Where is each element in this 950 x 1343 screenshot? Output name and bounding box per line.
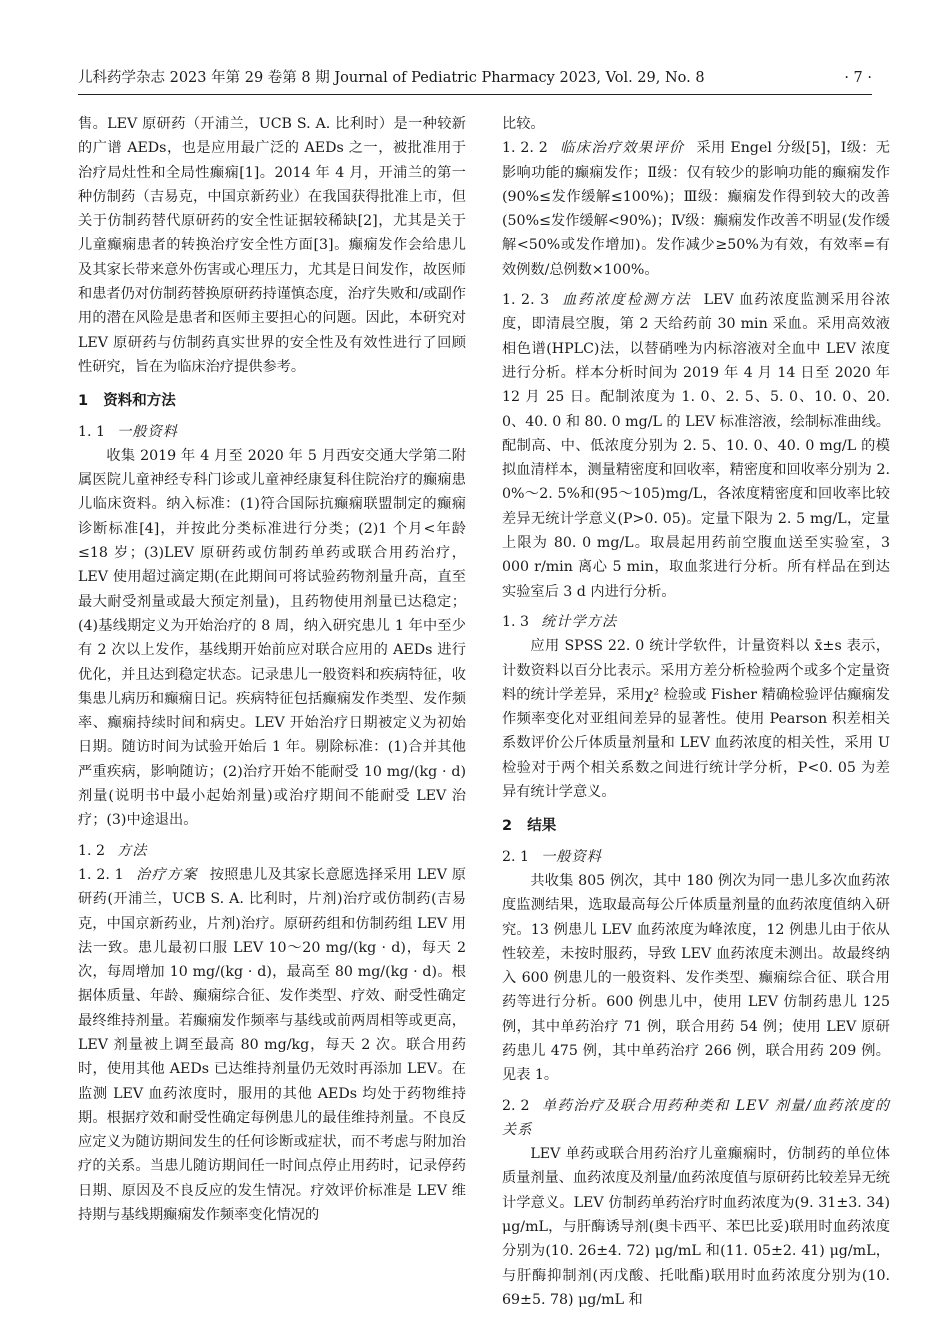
- subsection-number: 2. 2: [502, 1097, 530, 1114]
- subsection-1-1-heading: [78, 420, 466, 444]
- subsection-number: 1. 1: [78, 423, 106, 440]
- subsection-title: 血药浓度检测方法: [561, 292, 692, 309]
- section-title: 结果: [527, 818, 557, 835]
- subsection-title: 治疗方案: [135, 866, 198, 883]
- subsection-title: 一般资料: [117, 423, 178, 440]
- running-header: [78, 64, 872, 95]
- subsection-title: 统计学方法: [541, 613, 618, 630]
- intro-paragraph: 售。LEV 原研药（开浦兰，UCB S. A. 比利时）是一种较新的广谱 AEDs，也是应用最广泛的 AEDs 之一，被批准用于治疗局灶性和全局性癫痫[1]。2014 年 4 月，开浦兰的第一种仿制药（吉易克，中国京新药业）在我国获得批准上市，但关于仿制药替代原研药的安全性证据较稀缺[2]，尤其是关于儿童癫痫患者的转换治疗安全性方面[3]。癫痫发作会给患儿及其家长带来意外伤害或心理压力，尤其是日间发作，故医师和患者仍对仿制药替换原研药持谨慎态度，治疗失败和/或副作用的潜在风险是患者和医师主要担心的问题。因此，本研究对 LEV 原研药与仿制药真实世界的安全性及有效性进行了回顾性研究，旨在为临床治疗提供参考。: [78, 116, 466, 375]
- subsection-number: 1. 2: [78, 842, 106, 859]
- subsection-title: 单药治疗及联合用药种类和 LEV 剂量/血药浓度的关系: [502, 1097, 890, 1138]
- subsection-1-2-3-paragraph: [502, 288, 890, 604]
- subsection-number: 1. 3: [502, 613, 530, 630]
- section-number: 1: [78, 393, 89, 410]
- section-2-heading: [502, 814, 890, 838]
- section-1-heading: [78, 389, 466, 413]
- right-column: [502, 112, 890, 1312]
- subsection-number: 1. 2. 2: [502, 140, 548, 157]
- subsection-1-2-1-paragraph: [78, 863, 466, 1227]
- subsection-title: 临床治疗效果评价: [559, 140, 685, 157]
- page-number: · 7 ·: [844, 70, 872, 86]
- subsection-1-3-heading: [502, 610, 890, 634]
- journal-title: 儿科药学杂志 2023 年第 29 卷第 8 期 Journal of Pediatric Pharmacy 2023, Vol. 29, No. 8: [78, 70, 705, 86]
- left-column: [78, 112, 466, 1227]
- section-number: 2: [502, 818, 513, 835]
- subsection-body: LEV 血药浓度监测采用谷浓度，即清晨空腹，第 2 天给药前 30 min 采血。采用高效液相色谱(HPLC)法，以替硝唑为内标溶液对全血中 LEV 浓度进行分析。样本分析时间为 2019 年 4 月 14 日至 2020 年 12 月 25 日。配制浓度为 1. 0、2. 5、5. 0、10. 0、20. 0、40. 0 和 80. 0 mg/L 的 LEV 标准溶液，绘制标准曲线。配制高、中、低浓度分别为 2. 5、10. 0、40. 0 mg/L 的模拟血清样本，测量精密度和回收率，精密度和回收率分别为 2. 0%～2. 5%和(95～105)mg/L，各浓度精密度和回收率比较差异无统计学意义(P>0. 05)。定量下限为 2. 5 mg/L，定量上限为 80. 0 mg/L。取晨起用药前空腹血送至实验室，3 000 r/min 离心 5 min，取血浆进行分析。所有样品在到达实验室后 3 d 内进行分析。: [502, 292, 890, 600]
- subsection-2-1-body: 共收集 805 例次，其中 180 例次为同一患儿多次血药浓度监测结果，选取最高每公斤体质量剂量的血药浓度值纳入研究。13 例患儿 LEV 血药浓度为峰浓度，12 例患儿由于依从性较差，未按时服药，导致 LEV 血药浓度未测出。故最终纳入 600 例患儿的一般资料、发作类型、癫痫综合征、联合用药等进行分析。600 例患儿中，使用 LEV 仿制药患儿 125 例，其中单药治疗 71 例，联合用药 54 例；使用 LEV 原研药患儿 475 例，其中单药治疗 266 例，联合用药 209 例。见表 1。: [502, 872, 890, 1084]
- subsection-number: 1. 2. 1: [78, 866, 124, 883]
- subsection-title: 一般资料: [541, 848, 602, 865]
- subsection-2-1-heading: [502, 845, 890, 869]
- subsection-title: 方法: [117, 842, 148, 859]
- subsection-body: 采用 Engel 分级[5]，Ⅰ级：无影响功能的癫痫发作；Ⅱ级：仅有较少的影响功能的癫痫发作(90%≤发作缓解≤100%)；Ⅲ级：癫痫发作得到较大的改善(50%≤发作缓解<90%)；Ⅳ级：癫痫发作改善不明显(发作缓解<50%或发作增加)。发作减少≥50%为有效，有效率=有效例数/总例数×100%。: [502, 140, 890, 278]
- subsection-number: 1. 2. 3: [502, 292, 550, 309]
- continuation-text: 比较。: [502, 116, 545, 132]
- subsection-body: 按照患儿及其家长意愿选择采用 LEV 原研药(开浦兰，UCB S. A. 比利时，片剂)治疗或仿制药(吉易克，中国京新药业，片剂)治疗。原研药组和仿制药组 LEV 用法一致。患儿最初口服 LEV 10～20 mg/(kg · d)，每天 2 次，每周增加 10 mg/(kg · d)，最高至 80 mg/(kg · d)。根据体质量、年龄、癫痫综合征、发作类型、疗效、耐受性确定最终维持剂量。若癫痫发作频率与基线或前两周相等或更高，LEV 剂量被上调至最高 80 mg/kg，每天 2 次。联合用药时，使用其他 AEDs 已达维持剂量仍无效时再添加 LEV。在监测 LEV 血药浓度时，服用的其他 AEDs 均处于药物维持期。根据疗效和耐受性确定每例患儿的最佳维持剂量。不良反应定义为随访期间发生的任何诊断或症状，而不考虑与附加治疗的关系。当患儿随访期间任一时间点停止用药时，记录停药日期、原因及不良反应的发生情况。疗效评价标准是 LEV 维持期与基线期癫痫发作频率变化情况的: [78, 866, 466, 1224]
- subsection-1-3-body: 应用 SPSS 22. 0 统计学软件，计量资料以 x̄±s 表示，计数资料以百分比表示。采用方差分析检验两个或多个定量资料的统计学差异，采用χ² 检验或 Fisher 精确检验评估癫痫发作频率变化对亚组间差异的显著性。使用 Pearson 积差相关系数评价公斤体质量剂量和 LEV 血药浓度的相关性，采用 U 检验对于两个相关系数之间进行统计学分析，P<0. 05 为差异有统计学意义。: [502, 638, 890, 801]
- subsection-2-2-body: LEV 单药或联合用药治疗儿童癫痫时，仿制药的单位体质量剂量、血药浓度及剂量/血药浓度值与原研药比较差异无统计学意义。LEV 仿制药单药治疗时血药浓度为(9. 31±3. 34) μg/mL，与肝酶诱导剂(奥卡西平、苯巴比妥)联用时血药浓度分别为(10. 26±4. 72) μg/mL 和(11. 05±2. 41) μg/mL，与肝酶抑制剂(丙戊酸、托吡酯)联用时血药浓度分别为(10. 69±5. 78) μg/mL 和: [502, 1146, 890, 1308]
- subsection-1-2-heading: [78, 839, 466, 863]
- subsection-1-1-body: 收集 2019 年 4 月至 2020 年 5 月西安交通大学第二附属医院儿童神经专科门诊或儿童神经康复科住院治疗的癫痫患儿临床资料。纳入标准：(1)符合国际抗癫痫联盟制定的癫痫诊断标准[4]，并按此分类标准进行分类；(2)1 个月<年龄≤18 岁；(3)LEV 原研药或仿制药单药或联合用药治疗，LEV 使用超过滴定期(在此期间可将试验药物剂量升高，直至最大耐受剂量或最大预定剂量)，且药物使用剂量已达稳定；(4)基线期定义为开始治疗的 8 周，纳入研究患儿 1 年中至少有 2 次以上发作，基线期开始前应对联合应用的 AEDs 进行优化，并且达到稳定状态。记录患儿一般资料和疾病特征，收集患儿病历和癫痫日记。疾病特征包括癫痫发作类型、发作频率、癫痫持续时间和病史。LEV 开始治疗日期被定义为初始日期。随访时间为试验开始后 1 年。剔除标准：(1)合并其他严重疾病，影响随访；(2)治疗开始不能耐受 10 mg/(kg · d)剂量(说明书中最小起始剂量)或治疗期间不能耐受 LEV 治疗；(3)中途退出。: [78, 447, 466, 829]
- section-title: 资料和方法: [103, 393, 176, 410]
- subsection-2-2-heading: [502, 1094, 890, 1143]
- subsection-number: 2. 1: [502, 848, 530, 865]
- subsection-1-2-2-paragraph: [502, 136, 890, 282]
